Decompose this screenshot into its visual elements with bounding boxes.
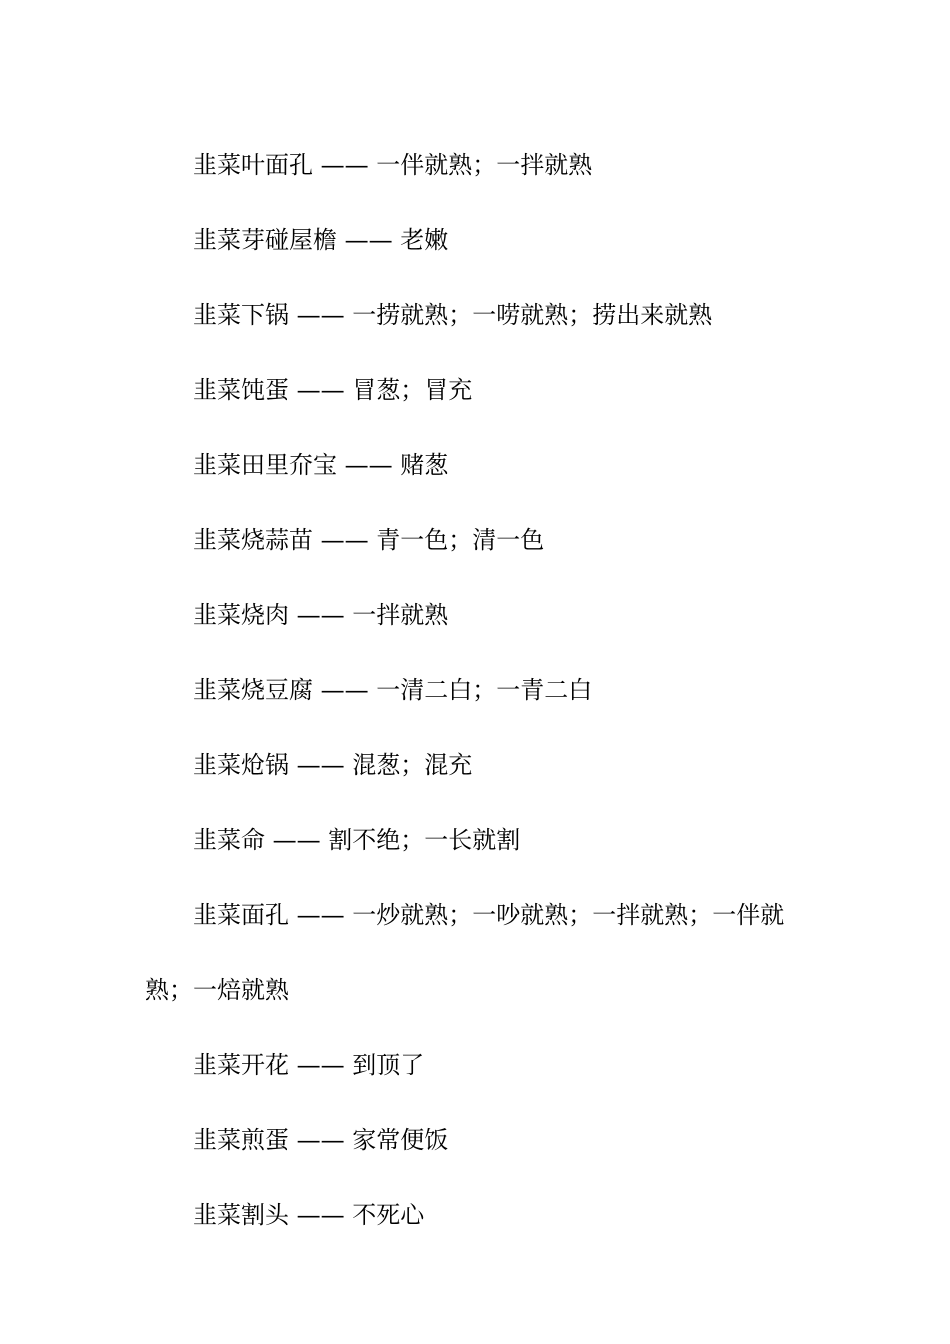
text-line: 韭菜割头 —— 不死心 [193,1201,425,1229]
text-line: 韭菜田里夼宝 —— 赌葱 [193,451,449,479]
text-line-wrapped: 韭菜面孔 —— 一炒就熟；一吵就熟；一拌就熟；一伴就熟；一焙就熟 [145,901,785,1004]
text-line: 韭菜烧肉 —— 一拌就熟 [193,601,449,629]
text-line: 韭菜命 —— 割不绝；一长就割 [193,826,521,854]
text-line: 韭菜下锅 —— 一捞就熟；一唠就熟；捞出来就熟 [193,301,713,329]
text-line: 韭菜叶面孔 —— 一伴就熟；一拌就熟 [193,151,593,179]
text-line: 韭菜芽碰屋檐 —— 老嫩 [193,226,449,254]
text-line: 韭菜炝锅 —— 混葱；混充 [193,751,473,779]
text-line: 韭菜饨蛋 —— 冒葱；冒充 [193,376,473,404]
document-body [145,128,810,1253]
text-line: 韭菜烧豆腐 —— 一清二白；一青二白 [193,676,593,704]
text-line: 韭菜煎蛋 —— 家常便饭 [193,1126,449,1154]
text-line: 韭菜烧蒜苗 —— 青一色；清一色 [193,526,545,554]
text-line: 韭菜开花 —— 到顶了 [193,1051,425,1079]
